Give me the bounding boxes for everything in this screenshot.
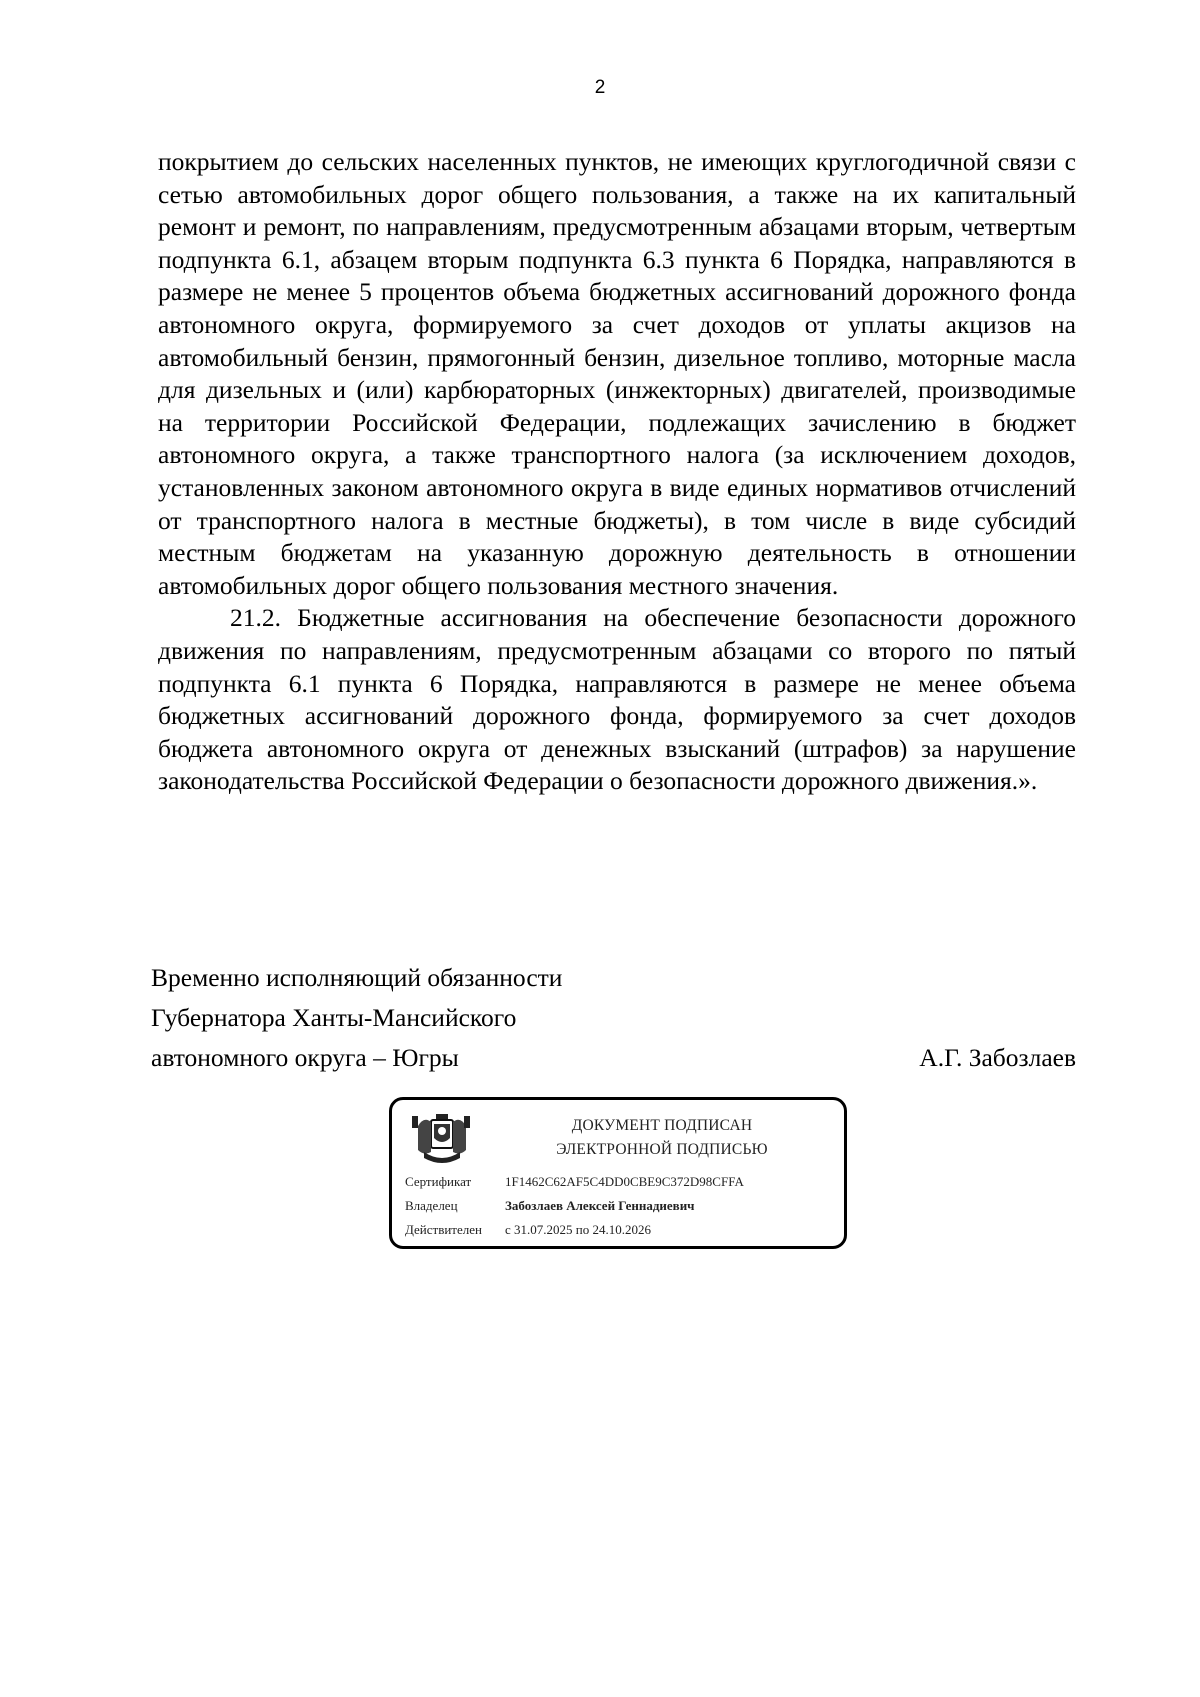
owner-label: Владелец xyxy=(405,1198,458,1213)
signatory-title-line-1: Временно исполняющий обязанности xyxy=(151,963,563,992)
stamp-title-line-2: ЭЛЕКТРОННОЙ ПОДПИСЬЮ xyxy=(556,1141,768,1158)
signatory-title-line-3: автономного округа – Югры xyxy=(151,1043,459,1072)
valid-label: Действителен xyxy=(405,1222,482,1237)
coat-of-arms-icon xyxy=(410,1112,472,1166)
signature-block xyxy=(151,958,1076,1078)
stamp-details xyxy=(405,1170,835,1242)
paragraph-21-2: 21.2. Бюджетные ассигнования на обеспечение безопасности дорожного движения по направлениям, предусмотренным абзацами со второго по пятый подпункта 6.1 пункта 6 Порядка, направляются в размере не менее объема бюджетных ассигнований дорожного фонда, формируемого за счет доходов бюджета автономного округа от денежных взысканий (штрафов) за нарушение законодательства Российской Федерации о безопасности дорожного движения.». xyxy=(158,603,1076,796)
stamp-title xyxy=(492,1114,832,1162)
owner-value: Забозлаев Алексей Геннадиевич xyxy=(505,1198,695,1213)
page-number: 2 xyxy=(594,77,606,98)
stamp-certificate-row xyxy=(405,1170,835,1194)
stamp-title-line-1: ДОКУМЕНТ ПОДПИСАН xyxy=(571,1117,753,1134)
stamp-owner-row xyxy=(405,1194,835,1218)
certificate-value: 1F1462C62AF5C4DD0CBE9C372D98CFFA xyxy=(505,1174,744,1189)
document-body xyxy=(158,146,1076,798)
certificate-label: Сертификат xyxy=(405,1174,472,1189)
signatory-title-line-2: Губернатора Ханты-Мансийского xyxy=(151,1003,517,1032)
signatory-name: А.Г. Забозлаев xyxy=(919,1043,1076,1072)
paragraph-continuation: покрытием до сельских населенных пунктов, не имеющих круглогодичной связи с сетью автомобильных дорог общего пользования, а также на их капитальный ремонт и ремонт, по направлениям, предусмотренным абзацами вторым, четвертым подпункта 6.1, абзацем вторым подпункта 6.3 пункта 6 Порядка, направляются в размере не менее 5 процентов объема бюджетных ассигнований дорожного фонда автономного округа, формируемого за счет доходов от уплаты акцизов на автомобильный бензин, прямогонный бензин, дизельное топливо, моторные масла для дизельных и (или) карбюраторных (инжекторных) двигателей, производимые на территории Российской Федерации, подлежащих зачислению в бюджет автономного округа, а также транспортного налога (за исключением доходов, установленных законом автономного округа в виде единых нормативов отчислений от транспортного налога в местные бюджеты), в том числе в виде субсидий местным бюджетам на указанную дорожную деятельность в отношении автомобильных дорог общего пользования местного значения. xyxy=(158,147,1076,600)
stamp-validity-row xyxy=(405,1218,835,1242)
signatory-name-row xyxy=(151,1038,1076,1078)
valid-value: с 31.07.2025 по 24.10.2026 xyxy=(505,1222,651,1237)
electronic-signature-stamp xyxy=(389,1097,847,1249)
